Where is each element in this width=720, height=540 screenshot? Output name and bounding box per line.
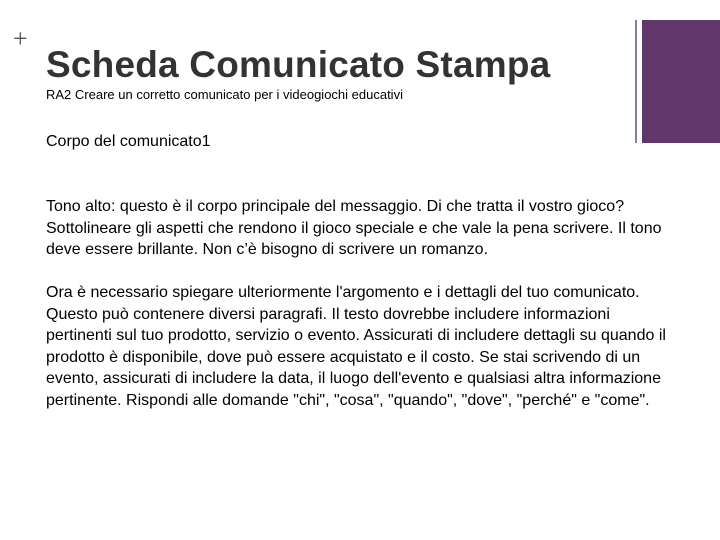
body-paragraph-tone: Tono alto: questo è il corpo principale del messaggio. Di che tratta il vostro gioco? Sottolineare gli aspetti che rendono il gioco speciale e che vale la pena scrivere. Il tono deve essere brillante. Non c’è bisogno di scrivere un romanzo. bbox=[46, 198, 662, 258]
body-paragraph-details: Ora è necessario spiegare ulteriormente l'argomento e i dettagli del tuo comunicato. Questo può contenere diversi paragrafi. Il testo dovrebbe includere informazioni pertinenti sul tuo prodotto, servizio o evento. Assicurati di includere dettagli su quando il prodotto è disponibile, dove può essere acquistato e il costo. Se stai scrivendo di un evento, assicurati di includere la data, il luogo dell'evento e qualsiasi altra informazione pertinente. Rispondi alle domande "chi", "cosa", "quando", "dove", "perché" e "come". bbox=[46, 284, 666, 409]
section-heading: Corpo del comunicato1 bbox=[46, 133, 211, 150]
slide-subtitle: RA2 Creare un corretto comunicato per i videogiochi educativi bbox=[46, 87, 403, 102]
accent-divider-line bbox=[635, 20, 637, 143]
plus-icon: + bbox=[13, 24, 28, 53]
accent-color-block bbox=[642, 20, 720, 143]
slide-title: Scheda Comunicato Stampa bbox=[46, 44, 551, 85]
